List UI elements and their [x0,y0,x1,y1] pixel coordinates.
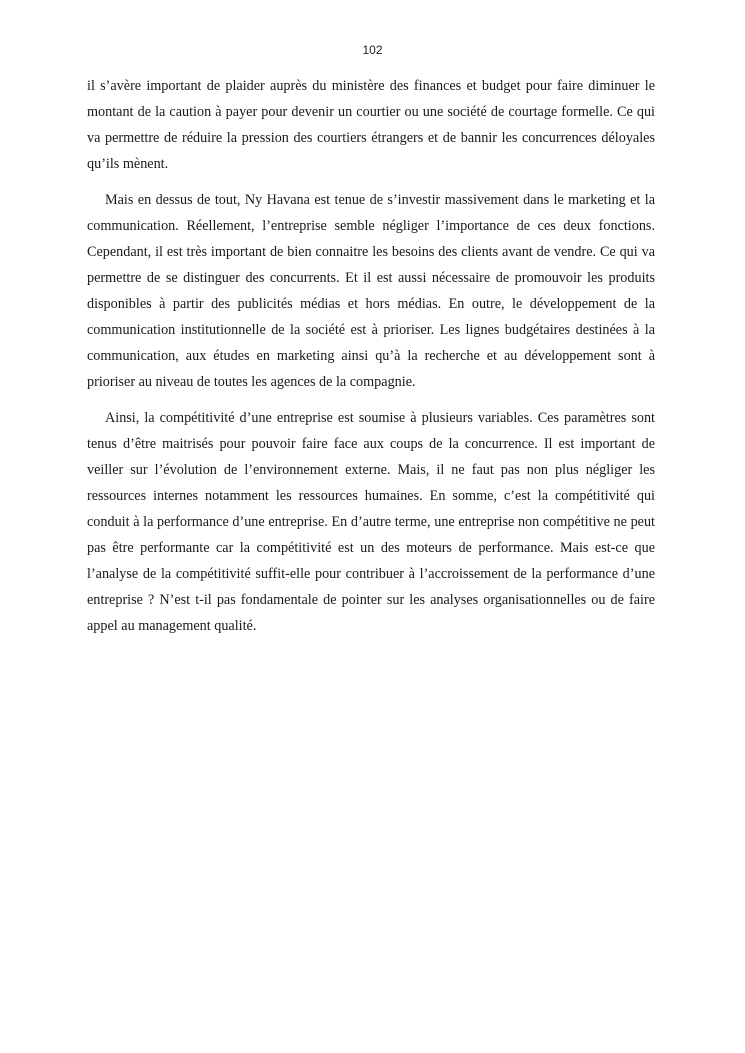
paragraph-3: Ainsi, la compétitivité d’une entreprise est soumise à plusieurs variables. Ces paramètres sont tenus d’être maitrisés pour pouvoir faire face aux coups de la concurrence. Il est important de veiller sur l’évolution de l’environnement externe. Mais, il ne faut pas non plus négliger les ressources internes notamment les ressources humaines. En somme, c’est la compétitivité qui conduit à la performance d’une entreprise. En d’autre terme, une entreprise non compétitive ne peut pas être performante car la compétitivité est un des moteurs de performance. Mais est-ce que l’analyse de la compétitivité suffit-elle pour contribuer à l’accroissement de la performance d’une entreprise ? N’est t-il pas fondamentale de pointer sur les analyses organisationnelles ou de faire appel au management qualité. [87,410,655,634]
paragraph-1: il s’avère important de plaider auprès du ministère des finances et budget pour faire diminuer le montant de la caution à payer pour devenir un courtier ou une société de courtage formelle. Ce qui va permettre de réduire la pression des courtiers étrangers et de bannir les concurrences déloyales qu’ils mènent. [87,78,655,172]
paragraph-2: Mais en dessus de tout, Ny Havana est tenue de s’investir massivement dans le marketing et la communication. Réellement, l’entreprise semble négliger l’importance de ces deux fonctions. Cependant, il est très important de bien connaitre les besoins des clients avant de vendre. Ce qui va permettre de se distinguer des concurrents. Et il est aussi nécessaire de promouvoir les produits disponibles à partir des publicités médias et hors médias. En outre, le développement de la communication institutionnelle de la société est à prioriser. Les lignes budgétaires destinées à la communication, aux études en marketing ainsi qu’à la recherche et au développement sont à prioriser au niveau de toutes les agences de la compagnie. [87,192,655,390]
body-text [87,73,655,649]
page-number: 102 [362,43,383,57]
